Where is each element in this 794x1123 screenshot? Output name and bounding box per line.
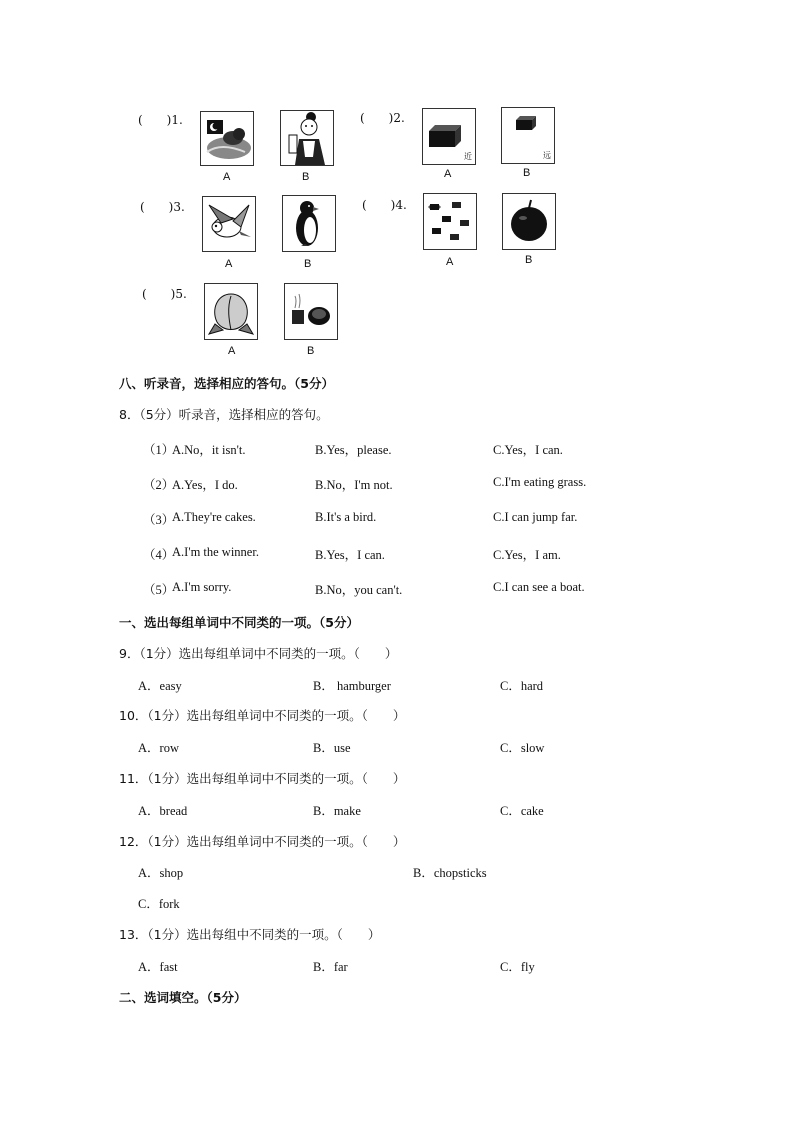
option-b-label: B: [307, 345, 315, 357]
option-a: A．fast: [138, 960, 178, 974]
option-a: A.I'm sorry.: [172, 580, 232, 594]
option-c: C.I'm eating grass.: [493, 475, 587, 489]
option-c: C．slow: [500, 741, 545, 755]
mooncake-and-tea-icon: [284, 283, 338, 340]
option-c: C．cake: [500, 804, 544, 818]
option-a: A.Yes，I do.: [172, 478, 238, 492]
section-8-heading: 八、听录音，选择相应的答句。（5分）: [119, 376, 334, 391]
option-a-label: A: [223, 171, 231, 183]
peach-icon: [204, 283, 258, 340]
option-b: B.No，you can't.: [315, 583, 403, 597]
candies-icon: [423, 193, 477, 250]
option-b: B.Yes，I can.: [315, 548, 385, 562]
moon-and-sleeping-cat-icon: [200, 111, 254, 166]
section-1-heading: 一、选出每组单词中不同类的一项。（5分）: [119, 615, 359, 630]
option-a: A.I'm the winner.: [172, 545, 259, 559]
option-a-label: A: [444, 168, 452, 180]
option-c: C.Yes，I can.: [493, 443, 563, 457]
option-b: B.It's a bird.: [315, 510, 377, 524]
option-b: B．use: [313, 741, 351, 755]
option-b: B.No，I'm not.: [315, 478, 393, 492]
question-marker: ( )4.: [362, 198, 407, 212]
option-b-label: B: [304, 258, 312, 270]
option-b: B． hamburger: [313, 679, 391, 693]
option-a-label: A: [225, 258, 233, 270]
option-c: C.Yes，I am.: [493, 548, 561, 562]
question-marker: ( )5.: [142, 287, 187, 301]
item-number: （2）: [143, 478, 175, 492]
item-number: （1）: [143, 443, 175, 457]
apple-icon: [502, 193, 556, 250]
question-stem: 13．（1分）选出每组中不同类的一项。（ ）: [119, 927, 381, 942]
section-2-heading: 二、选词填空。（5分）: [119, 990, 247, 1005]
question-8-stem: 8．（5分）听录音，选择相应的答句。: [119, 407, 329, 422]
option-b-label: B: [525, 254, 533, 266]
option-a: A.They're cakes.: [172, 510, 256, 524]
question-marker: ( )3.: [140, 200, 185, 214]
option-a: A．bread: [138, 804, 188, 818]
option-c: C.I can see a boat.: [493, 580, 585, 594]
option-a: A．easy: [138, 679, 182, 693]
far-note: 远: [543, 151, 551, 160]
option-a: A．shop: [138, 866, 184, 880]
option-a: A.No，it isn't.: [172, 443, 246, 457]
near-note: 近: [464, 152, 472, 161]
option-b: B．chopsticks: [413, 866, 487, 880]
item-number: （3）: [143, 513, 175, 527]
box-far-icon: [501, 107, 555, 164]
option-b-label: B: [302, 171, 310, 183]
bird-icon: [202, 196, 256, 252]
question-stem: 10．（1分）选出每组单词中不同类的一项。（ ）: [119, 708, 406, 723]
box-near-icon: [422, 108, 476, 165]
girl-in-kimono-icon: [280, 110, 334, 166]
option-b-label: B: [523, 167, 531, 179]
option-b: B．far: [313, 960, 348, 974]
option-c: C．fork: [138, 897, 180, 911]
question-marker: ( )1.: [138, 113, 183, 127]
option-c: C.I can jump far.: [493, 510, 578, 524]
question-stem: 12．（1分）选出每组单词中不同类的一项。（ ）: [119, 834, 406, 849]
option-c: C．fly: [500, 960, 535, 974]
question-marker: ( )2.: [360, 111, 405, 125]
question-stem: 11．（1分）选出每组单词中不同类的一项。（ ）: [119, 771, 406, 786]
item-number: （5）: [143, 583, 175, 597]
penguin-icon: [282, 195, 336, 252]
option-b: B．make: [313, 804, 361, 818]
option-a-label: A: [446, 256, 454, 268]
question-stem: 9．（1分）选出每组单词中不同类的一项。（ ）: [119, 646, 398, 661]
item-number: （4）: [143, 548, 175, 562]
option-a: A．row: [138, 741, 179, 755]
option-a-label: A: [228, 345, 236, 357]
option-c: C．hard: [500, 679, 544, 693]
option-b: B.Yes，please.: [315, 443, 392, 457]
